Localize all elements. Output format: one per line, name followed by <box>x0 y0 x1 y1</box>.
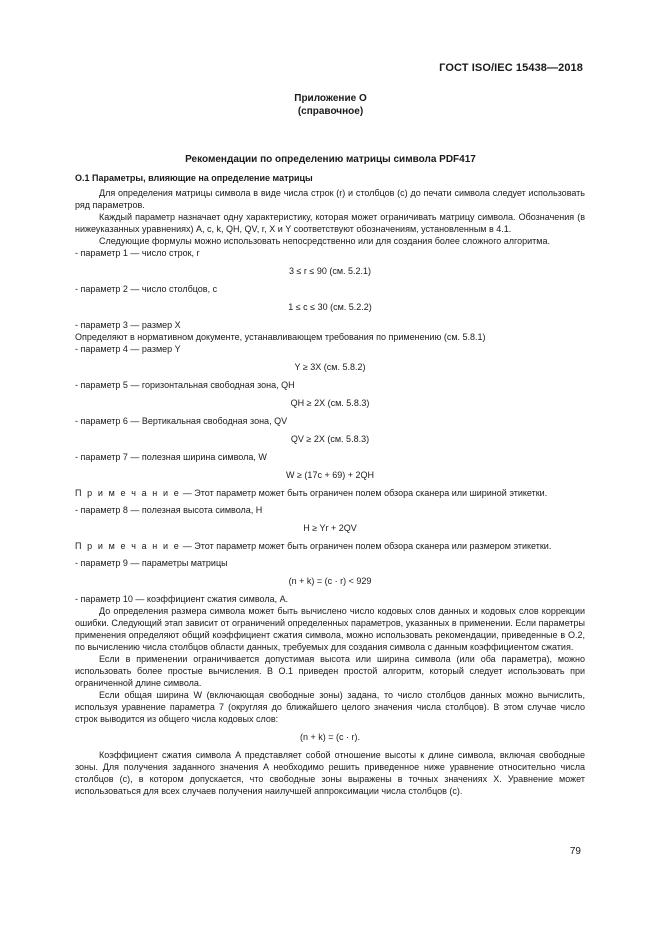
parameter-4-label: - параметр 4 — размер Y <box>75 344 181 354</box>
annex-heading <box>0 92 661 118</box>
document-body <box>75 172 585 797</box>
parameter-9-label: - параметр 9 — параметры матрицы <box>75 558 228 568</box>
page-number: 79 <box>569 846 581 857</box>
parameter-9-formula: (n + k) = (c · r) < 929 <box>288 576 372 586</box>
intro-paragraph-2: Каждый параметр назначает одну характеристику, которая может ограничивать матрицу символа. Обозначения (в нижеуказанных уравнениях) A, c, k, QH, QV, r, X и Y соответствуют обозначениям, установленным в 4.1. <box>75 212 585 234</box>
parameter-7-formula: W ≥ (17c + 69) + 2QH <box>286 470 374 480</box>
body-paragraph-3: Если общая ширина W (включающая свободные зоны) задана, то число столбцов данных можно вычислить, используя уравнение параметра 7 (округляя до ближайшего целого значения числа столбцов). В этом случае число строк выводится из общего числа кодовых слов: <box>75 690 585 724</box>
parameter-8-formula: H ≥ Yr + 2QV <box>303 523 357 533</box>
note-1 <box>75 487 585 499</box>
parameter-1-formula: 3 ≤ r ≤ 90 (см. 5.2.1) <box>288 266 372 276</box>
parameter-7-label: - параметр 7 — полезная ширина символа, W <box>75 452 267 462</box>
note-1-label: П р и м е ч а н и е <box>75 488 181 498</box>
parameter-10-label: - параметр 10 — коэффициент сжатия символа, A. <box>75 594 289 604</box>
parameter-4-formula: Y ≥ 3X (см. 5.8.2) <box>294 362 366 372</box>
document-title: Рекомендации по определению матрицы символа PDF417 <box>185 154 476 165</box>
final-formula: (n + k) = (c · r). <box>299 732 360 742</box>
parameter-3-text: Определяют в нормативном документе, устанавливающем требования по применению (см. 5.8.1) <box>75 332 486 342</box>
note-2-text: — Этот параметр может быть ограничен полем обзора сканера или размером этикетки. <box>180 541 552 551</box>
intro-paragraph-1: Для определения матрицы символа в виде числа строк (r) и столбцов (c) до печати символа следует использовать ряд параметров. <box>75 188 585 210</box>
parameter-2-label: - параметр 2 — число столбцов, c <box>75 284 218 294</box>
annex-title: Приложение О <box>294 93 367 104</box>
note-2 <box>75 540 585 552</box>
body-paragraph-4: Коэффициент сжатия символа A представляет собой отношение высоты к длине символа, включая свободные зоны. Для получения заданного значения A необходимо решить приведенное ниже уравнение относительно числа столбцов (c), в котором допускается, что свободные зоны выражены в точных значениях X. Уравнение может использоваться для всех случаев получения наилучшей аппроксимации числа столбцов (c). <box>75 750 585 796</box>
annex-subtitle: (справочное) <box>297 106 364 117</box>
parameter-5-label: - параметр 5 — горизонтальная свободная зона, QH <box>75 380 295 390</box>
note-1-text: — Этот параметр может быть ограничен полем обзора сканера или шириной этикетки. <box>180 488 548 498</box>
parameter-3-label: - параметр 3 — размер X <box>75 320 181 330</box>
section-heading: О.1 Параметры, влияющие на определение матрицы <box>75 173 313 183</box>
standard-header: ГОСТ ISO/IEC 15438—2018 <box>439 62 583 74</box>
parameter-1-label: - параметр 1 — число строк, r <box>75 248 200 258</box>
parameter-6-formula: QV ≥ 2X (см. 5.8.3) <box>290 434 370 444</box>
parameter-2-formula: 1 ≤ c ≤ 30 (см. 5.2.2) <box>288 302 372 312</box>
intro-paragraph-3: Следующие формулы можно использовать непосредственно или для создания более сложного алгоритма. <box>99 236 550 246</box>
parameter-6-label: - параметр 6 — Вертикальная свободная зона, QV <box>75 416 288 426</box>
parameter-5-formula: QH ≥ 2X (см. 5.8.3) <box>290 398 370 408</box>
body-paragraph-2: Если в применении ограничивается допустимая высота или ширина символа (или оба параметра), можно использовать более простые вычисления. В О.1 приведен простой алгоритм, который следует использовать при ограниченной длине символа. <box>75 654 585 688</box>
body-paragraph-1: До определения размера символа может быть вычислено число кодовых слов данных и кодовых слов коррекции ошибки. Следующий этап зависит от ограничений определенных параметров, указанных в применении. Если параметры применения определяют общий коэффициент сжатия символа, можно использовать рекомендации, приведенные в О.2, по вычислению числа столбцов области данных, требуемых для создания символа с данным коэффициентом сжатия. <box>75 606 585 652</box>
note-2-label: П р и м е ч а н и е <box>75 541 181 551</box>
parameter-8-label: - параметр 8 — полезная высота символа, H <box>75 505 263 515</box>
